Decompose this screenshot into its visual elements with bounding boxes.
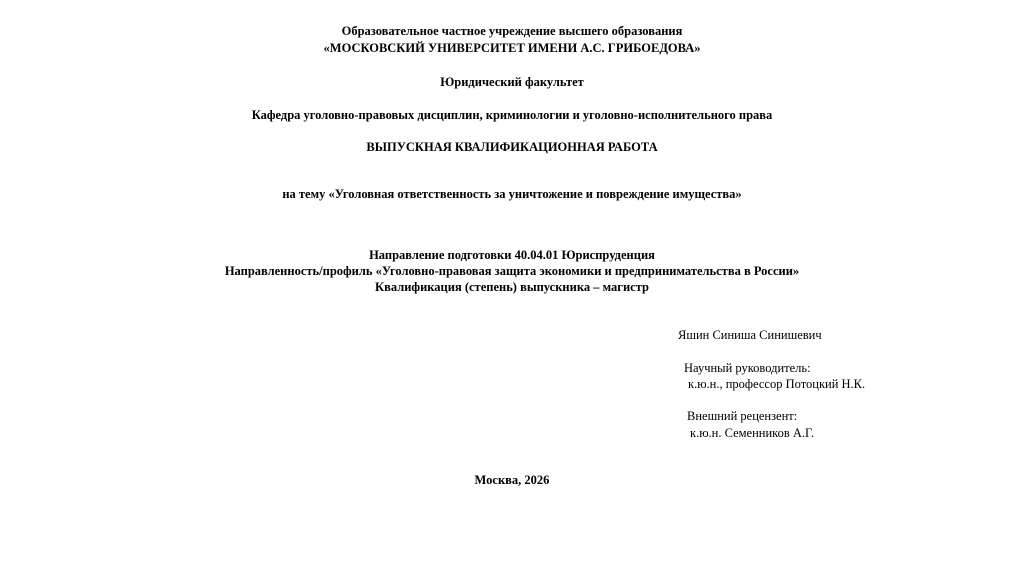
program-profile: Направленность/профиль «Уголовно-правовая защита экономики и предпринимательства в России» xyxy=(224,264,800,278)
reviewer-name: к.ю.н. Семенников А.Г. xyxy=(690,426,814,440)
institution-line-2: «МОСКОВСКИЙ УНИВЕРСИТЕТ ИМЕНИ А.С. ГРИБОЕДОВА» xyxy=(323,41,701,55)
supervisor-label: Научный руководитель: xyxy=(684,361,811,375)
department: Кафедра уголовно-правовых дисциплин, криминологии и уголовно-исполнительного права xyxy=(251,108,773,122)
author-name: Яшин Синиша Синишевич xyxy=(678,328,822,342)
program-qualification: Квалификация (степень) выпускника – магистр xyxy=(375,280,649,294)
program-direction: Направление подготовки 40.04.01 Юриспруденция xyxy=(369,248,655,262)
work-topic: на тему «Уголовная ответственность за уничтожение и повреждение имущества» xyxy=(282,187,742,201)
supervisor-name: к.ю.н., профессор Потоцкий Н.К. xyxy=(688,377,866,391)
faculty: Юридический факультет xyxy=(440,75,584,89)
institution-line-1: Образовательное частное учреждение высшего образования xyxy=(341,24,683,38)
reviewer-label: Внешний рецензент: xyxy=(687,409,798,423)
work-type: ВЫПУСКНАЯ КВАЛИФИКАЦИОННАЯ РАБОТА xyxy=(366,140,658,154)
city-year: Москва, 2026 xyxy=(474,473,550,487)
